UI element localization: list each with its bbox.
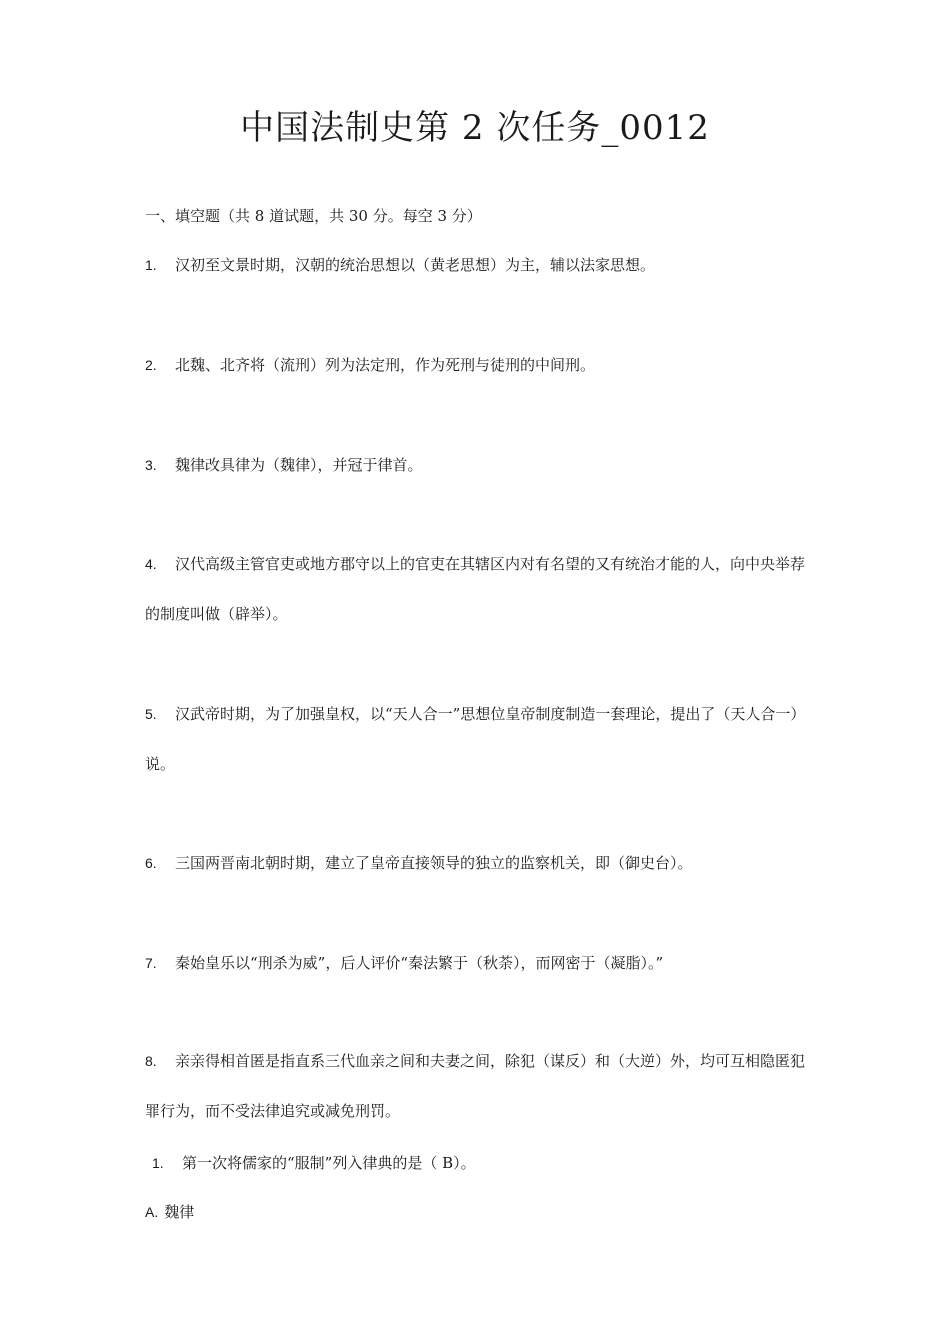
document-title: 中国法制史第 2 次任务_0012 bbox=[240, 108, 710, 148]
option-text: 魏律 bbox=[164, 1203, 195, 1221]
section-heading: 一、填空题（共 8 道试题，共 30 分。每空 3 分） bbox=[145, 207, 482, 225]
question-text: 汉代高级主管官吏或地方郡守以上的官吏在其辖区内对有名望的又有统治才能的人，向中央举荐的制度叫做（辟举）。 bbox=[145, 555, 806, 623]
question-3 bbox=[145, 440, 810, 490]
question-text: 北魏、北齐将（流刑）列为法定刑，作为死刑与徒刑的中间刑。 bbox=[175, 356, 596, 374]
question-text: 秦始皇乐以“刑杀为威”，后人评价“秦法繁于（秋荼），而网密于（凝脂）。” bbox=[175, 954, 664, 972]
question-4 bbox=[145, 539, 810, 639]
question-text: 亲亲得相首匿是指直系三代血亲之间和夫妻之间，除犯（谋反）和（大逆）外，均可互相隐匿犯罪行为，而不受法律追究或减免刑罚。 bbox=[145, 1052, 806, 1120]
question-1 bbox=[145, 240, 810, 290]
question-number: 3. bbox=[145, 457, 157, 473]
question-number: 6. bbox=[145, 855, 157, 871]
question-number: 8. bbox=[145, 1053, 157, 1069]
question-number: 1. bbox=[152, 1155, 164, 1171]
question-text: 三国两晋南北朝时期，建立了皇帝直接领导的独立的监察机关，即（御史台）。 bbox=[175, 854, 693, 872]
question-5 bbox=[145, 689, 810, 789]
question-6 bbox=[145, 838, 810, 888]
question-number: 4. bbox=[145, 556, 157, 572]
question-number: 7. bbox=[145, 955, 157, 971]
option-a bbox=[145, 1201, 194, 1222]
question-number: 5. bbox=[145, 706, 157, 722]
question-7 bbox=[145, 938, 810, 988]
multiple-choice-question-1 bbox=[152, 1152, 476, 1173]
question-text: 第一次将儒家的“服制”列入律典的是（ B）。 bbox=[182, 1154, 476, 1172]
question-text: 汉初至文景时期，汉朝的统治思想以（黄老思想）为主，辅以法家思想。 bbox=[175, 256, 656, 274]
question-8 bbox=[145, 1036, 810, 1136]
question-number: 2. bbox=[145, 357, 157, 373]
question-text: 魏律改具律为（魏律），并冠于律首。 bbox=[175, 456, 423, 474]
option-letter: A. bbox=[145, 1204, 159, 1220]
question-2 bbox=[145, 340, 810, 390]
question-number: 1. bbox=[145, 257, 157, 273]
question-text: 汉武帝时期，为了加强皇权，以“天人合一”思想位皇帝制度制造一套理论，提出了（天人合一）说。 bbox=[145, 705, 806, 773]
